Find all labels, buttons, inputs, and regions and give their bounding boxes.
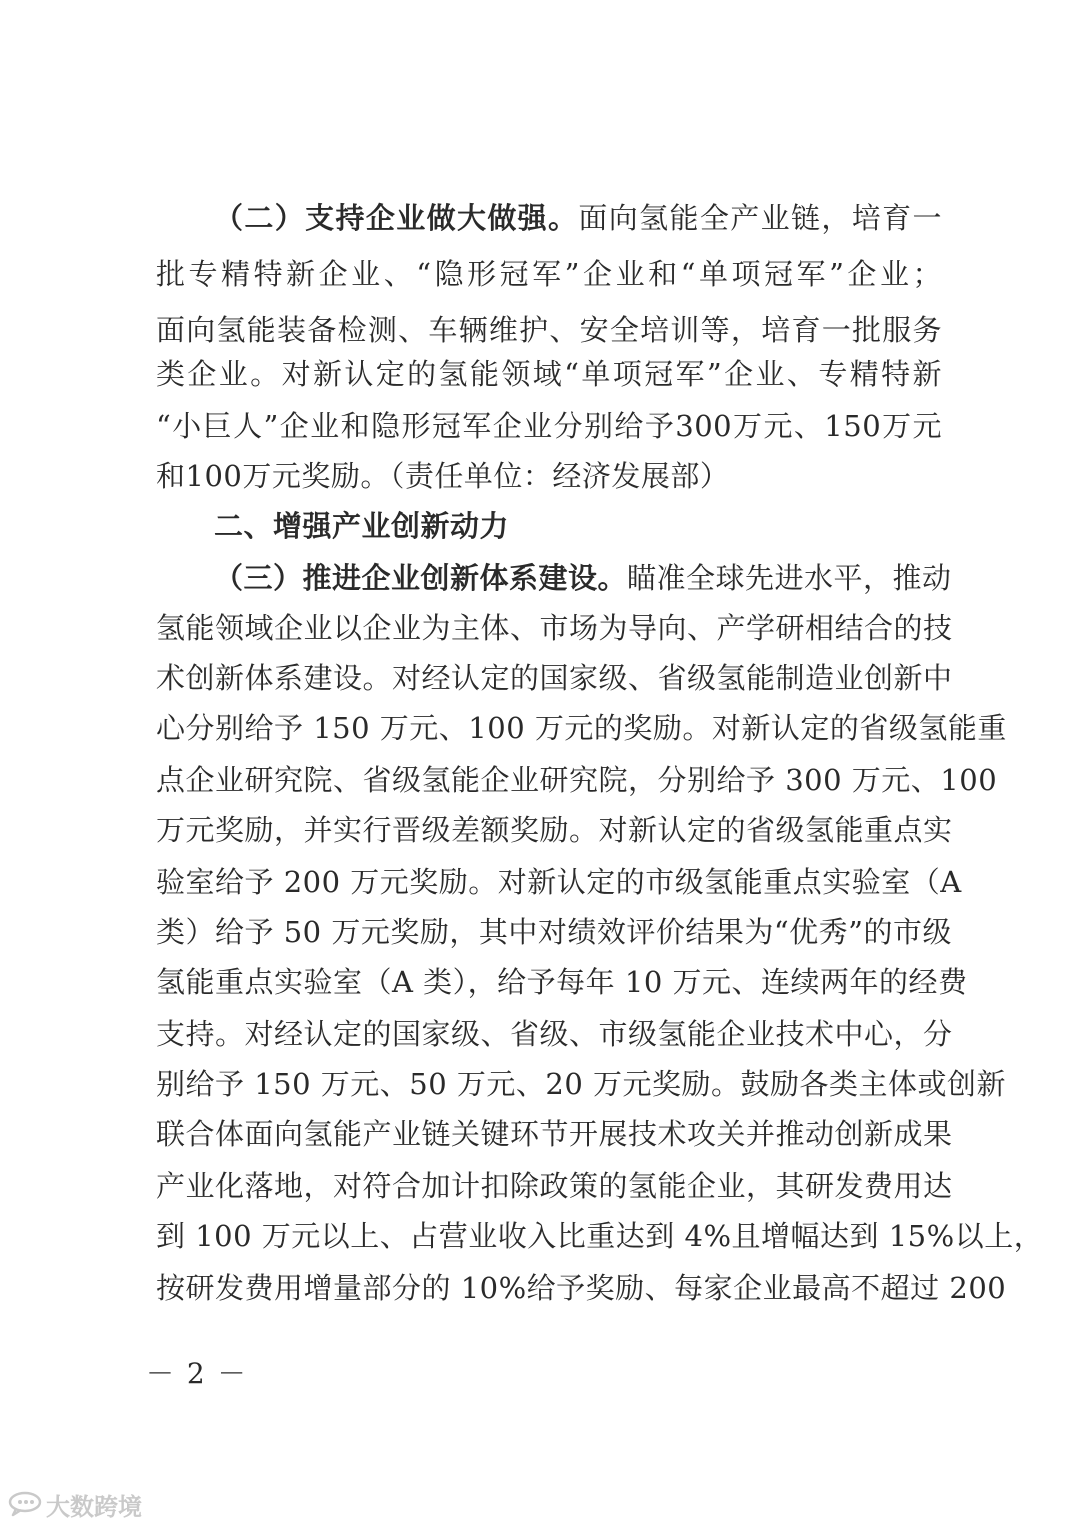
paragraph-line: 支持。对经认定的国家级、省级、市级氢能企业技术中心，分 xyxy=(156,1017,953,1051)
section-title: （二）支持企业做大做强。 xyxy=(214,201,579,235)
paragraph-line: 验室给予 200 万元奖励。对新认定的市级氢能重点实验室（A xyxy=(156,865,962,899)
speech-bubble-logo-icon xyxy=(8,1491,42,1517)
paragraph-line xyxy=(214,198,942,238)
paragraph-line: “小巨人”企业和隐形冠军企业分别给予300万元、150万元 xyxy=(156,409,942,443)
paragraph-line: 术创新体系建设。对经认定的国家级、省级氢能制造业创新中 xyxy=(156,661,953,695)
paragraph-line: 产业化落地，对符合加计扣除政策的氢能企业，其研发费用达 xyxy=(156,1169,953,1203)
paragraph-line: 类企业。对新认定的氢能领域“单项冠军”企业、专精特新 xyxy=(156,357,942,391)
watermark xyxy=(8,1488,142,1520)
paragraph-line: 万元奖励，并实行晋级差额奖励。对新认定的省级氢能重点实 xyxy=(156,813,953,847)
paragraph-text: 瞄准全球先进水平，推动 xyxy=(627,561,952,595)
paragraph-line: 批专精特新企业、“隐形冠军”企业和“单项冠军”企业； xyxy=(156,257,942,291)
paragraph-line: 联合体面向氢能产业链关键环节开展技术攻关并推动创新成果 xyxy=(156,1117,953,1151)
section-heading: 二、增强产业创新动力 xyxy=(214,509,510,543)
paragraph-line: 按研发费用增量部分的 10%给予奖励、每家企业最高不超过 200 xyxy=(156,1271,1007,1305)
paragraph-line: 心分别给予 150 万元、100 万元的奖励。对新认定的省级氢能重 xyxy=(156,711,1007,745)
paragraph-line: 别给予 150 万元、50 万元、20 万元奖励。鼓励各类主体或创新 xyxy=(156,1067,1007,1101)
watermark-text: 大数跨境 xyxy=(46,1492,142,1521)
paragraph-line: 到 100 万元以上、占营业收入比重达到 4%且增幅达到 15%以上， xyxy=(156,1219,1044,1253)
paragraph-line: 面向氢能装备检测、车辆维护、安全培训等，培育一批服务 xyxy=(156,313,942,347)
paragraph-text: 面向氢能全产业链，培育一 xyxy=(578,201,942,235)
page-number: － 2 － xyxy=(146,1357,248,1390)
paragraph-line: 点企业研究院、省级氢能企业研究院，分别给予 300 万元、100 xyxy=(156,763,998,797)
paragraph-line: 氢能重点实验室（A 类），给予每年 10 万元、连续两年的经费 xyxy=(156,965,968,999)
paragraph-line xyxy=(214,558,952,598)
section-title: （三）推进企业创新体系建设。 xyxy=(214,561,628,595)
paragraph-line: 氢能领域企业以企业为主体、市场为导向、产学研相结合的技 xyxy=(156,611,953,645)
paragraph-line: 和100万元奖励。（责任单位：经济发展部） xyxy=(156,459,730,493)
paragraph-line: 类）给予 50 万元奖励，其中对绩效评价结果为“优秀”的市级 xyxy=(156,915,952,949)
